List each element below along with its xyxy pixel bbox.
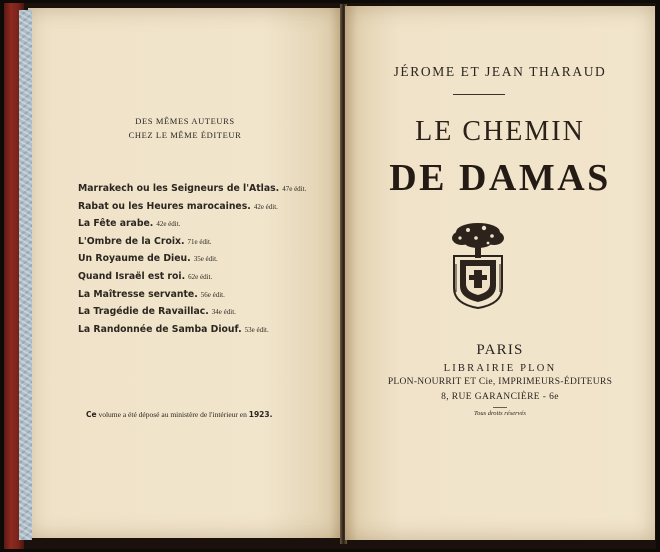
work-edition: 56e édit. xyxy=(200,290,225,299)
left-page xyxy=(28,8,342,538)
work-edition: 62e édit. xyxy=(188,273,213,281)
work-entry xyxy=(78,218,180,229)
work-edition: 34e édit. xyxy=(211,308,236,317)
publisher-name: LIBRAIRIE PLON xyxy=(443,363,557,374)
work-entry xyxy=(78,183,306,194)
work-title: La Maîtresse servante. xyxy=(78,288,198,300)
work-edition: 42e édit. xyxy=(156,220,181,229)
title-line-1: LE CHEMIN xyxy=(415,116,585,147)
work-edition: 71e édit. xyxy=(187,237,212,246)
work-entry xyxy=(78,253,218,264)
work-title: Un Royaume de Dieu. xyxy=(78,253,191,265)
deposit-note-text: volume a été déposé au ministère de l'intérieur en xyxy=(98,410,247,419)
publisher-address: 8, RUE GARANCIÈRE - 6e xyxy=(441,392,559,402)
header-line-1: DES MÊMES AUTEURS xyxy=(135,116,235,126)
work-title: Rabat ou les Heures marocaines. xyxy=(78,200,251,212)
work-edition: 42e édit. xyxy=(253,202,278,211)
header-line-2: CHEZ LE MÊME ÉDITEUR xyxy=(128,130,242,140)
imprint-city: PARIS xyxy=(476,342,524,358)
work-entry xyxy=(78,236,212,247)
deposit-note-lead: Ce xyxy=(86,410,97,419)
work-entry xyxy=(78,289,225,300)
work-title: Marrakech ou les Seigneurs de l'Atlas. xyxy=(78,183,280,194)
publisher-line-2: PLON-NOURRIT ET Cie, IMPRIMEURS-ÉDITEURS xyxy=(387,377,613,387)
marbled-endpaper xyxy=(19,10,32,540)
work-title: L'Ombre de la Croix. xyxy=(78,235,185,247)
title-line-2: DE DAMAS xyxy=(389,157,611,199)
work-edition: 53e édit. xyxy=(244,325,269,334)
imprint-rule xyxy=(493,407,507,408)
work-edition: 47e édit. xyxy=(282,185,307,193)
work-title: La Randonnée de Samba Diouf. xyxy=(78,323,242,335)
work-edition: 35e édit. xyxy=(193,255,218,264)
work-entry xyxy=(78,306,236,317)
deposit-year: 1923. xyxy=(248,410,273,419)
work-entry xyxy=(78,324,269,335)
rights-notice: Tous droits réservés xyxy=(474,410,526,417)
author-rule xyxy=(453,94,505,95)
work-title: Quand Israël est roi. xyxy=(78,271,186,282)
right-page xyxy=(345,6,655,540)
work-entry xyxy=(78,201,278,212)
publisher-device-icon xyxy=(448,218,508,310)
work-title: La Fête arabe. xyxy=(78,218,154,230)
deposit-note xyxy=(86,410,272,419)
work-title: La Tragédie de Ravaillac. xyxy=(78,306,209,318)
work-entry xyxy=(78,271,212,282)
author-line: JÉROME ET JEAN THARAUD xyxy=(393,64,607,79)
